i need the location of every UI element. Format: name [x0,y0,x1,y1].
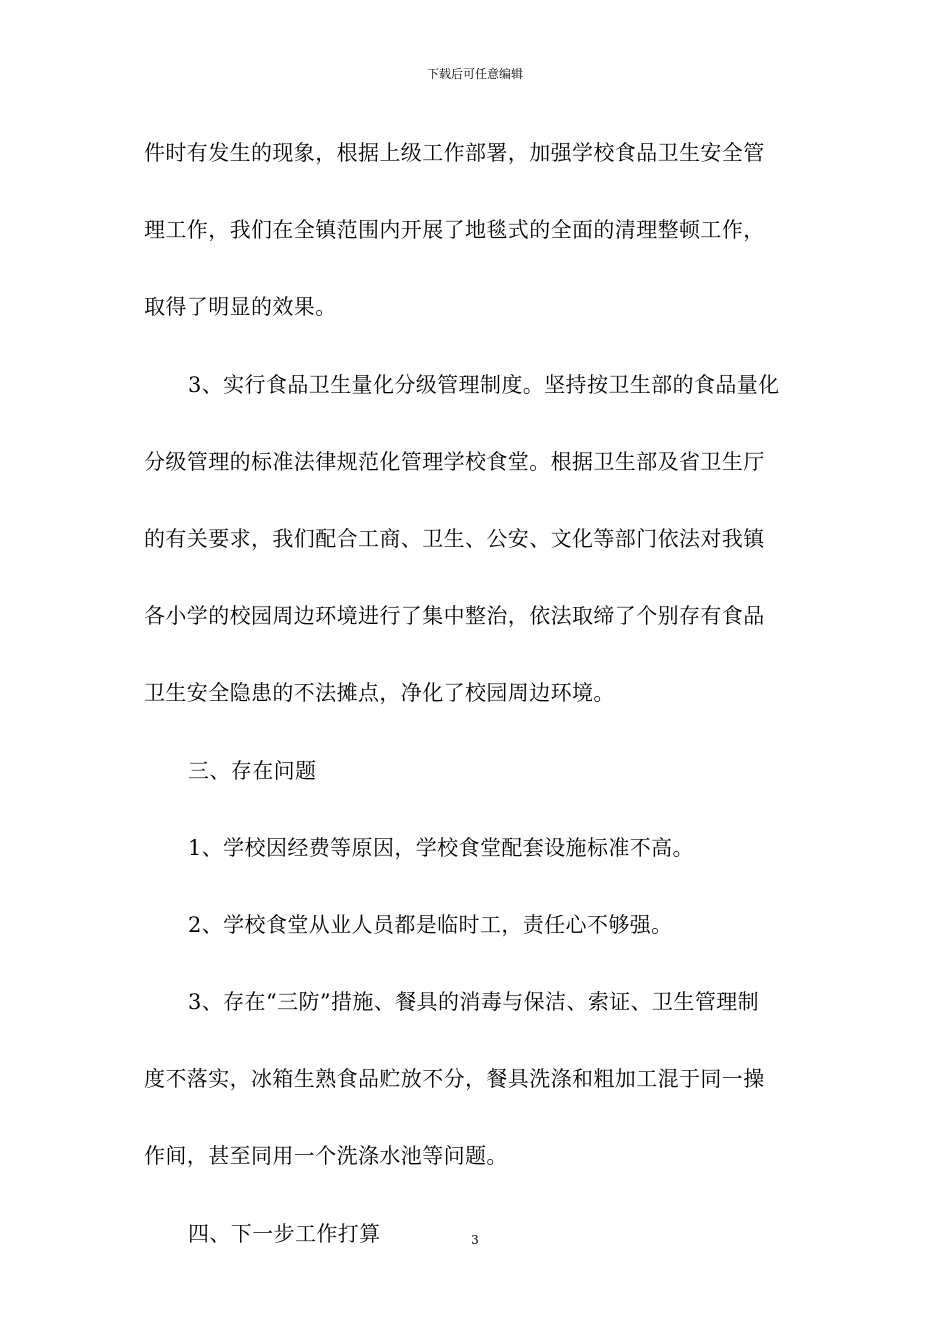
paragraph-first-line: 2、学校食堂从业人员都是临时工，责任心不够强。 [188,912,673,937]
text-line: 各小学的校园周边环境进行了集中整治，依法取缔了个别存有食品 [144,604,765,629]
page-header: 下载后可任意编辑 [426,67,523,81]
text-line: 分级管理的标准法律规范化管理学校食堂。根据卫生部及省卫生厅 [144,449,765,474]
section-heading: 三、存在问题 [188,758,317,783]
text-line: 件时有发生的现象，根据上级工作部署，加强学校食品卫生安全管 [144,141,765,165]
page-number: 3 [471,1233,479,1247]
section-heading: 四、下一步工作打算 [188,1221,381,1246]
paragraph-first-line: 3、实行食品卫生量化分级管理制度。坚持按卫生部的食品量化 [188,372,780,397]
document-body [144,126,808,1284]
text-line: 的有关要求，我们配合工商、卫生、公安、文化等部门依法对我镇 [144,526,765,551]
text-line: 卫生安全隐患的不法摊点，净化了校园周边环境。 [144,681,615,706]
text-line: 作间，甚至同用一个洗涤水池等问题。 [144,1144,508,1169]
paragraph-first-line: 3、存在“三防”措施、餐具的消毒与保洁、索证、卫生管理制 [188,990,760,1015]
text-line: 理工作，我们在全镇范围内开展了地毯式的全面的清理整顿工作， [144,218,765,243]
text-line: 取得了明显的效果。 [144,295,337,320]
paragraph-first-line: 1、学校因经费等原因，学校食堂配套设施标准不高。 [188,835,694,860]
text-line: 度不落实，冰箱生熟食品贮放不分，餐具洗涤和粗加工混于同一操 [144,1067,765,1092]
